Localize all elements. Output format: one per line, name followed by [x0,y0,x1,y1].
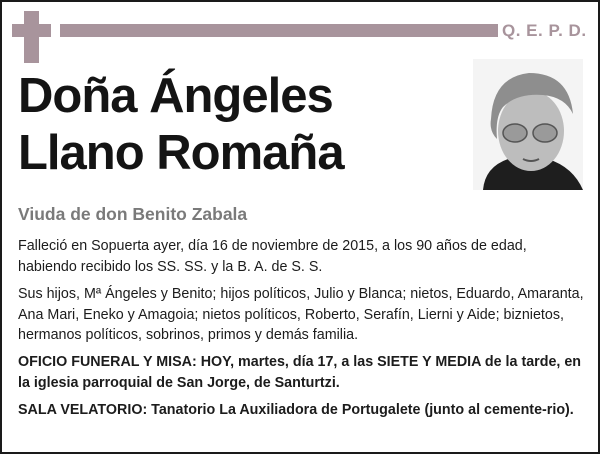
name-line-2: Llano Romaña [18,126,344,180]
cross-icon-arm [12,24,51,37]
cross-icon [24,11,39,63]
name-line-1: Doña Ángeles [18,69,333,123]
family-paragraph: Sus hijos, Mª Ángeles y Benito; hijos políticos, Julio y Blanca; nietos, Eduardo, Amaranta, Ana Mari, Eneko y Amagoia; nietos políticos, Roberto, Serafín, Lierni y Aide; biznietos, hermanos políticos, sobrinos, primos y demás familia. [18,286,584,343]
qepd-label: Q. E. P. D. [502,21,587,40]
funeral-paragraph: OFICIO FUNERAL Y MISA: HOY, martes, día 17, a las SIETE Y MEDIA de la tarde, en la iglesia parroquial de San Jorge, de Santurtzi. [18,354,582,391]
header-rule [60,24,498,37]
death-paragraph: Falleció en Sopuerta ayer, día 16 de noviembre de 2015, a los 90 años de edad, habiendo recibido los SS. SS. y la B. A. de S. S. [18,238,527,275]
wake-paragraph: SALA VELATORIO: Tanatorio La Auxiliadora de Portugalete (junto al cemente-rio). [18,402,574,418]
portrait-photo [473,59,583,190]
deceased-name [18,68,344,182]
subtitle-widow-of: Viuda de don Benito Zabala [18,204,248,224]
